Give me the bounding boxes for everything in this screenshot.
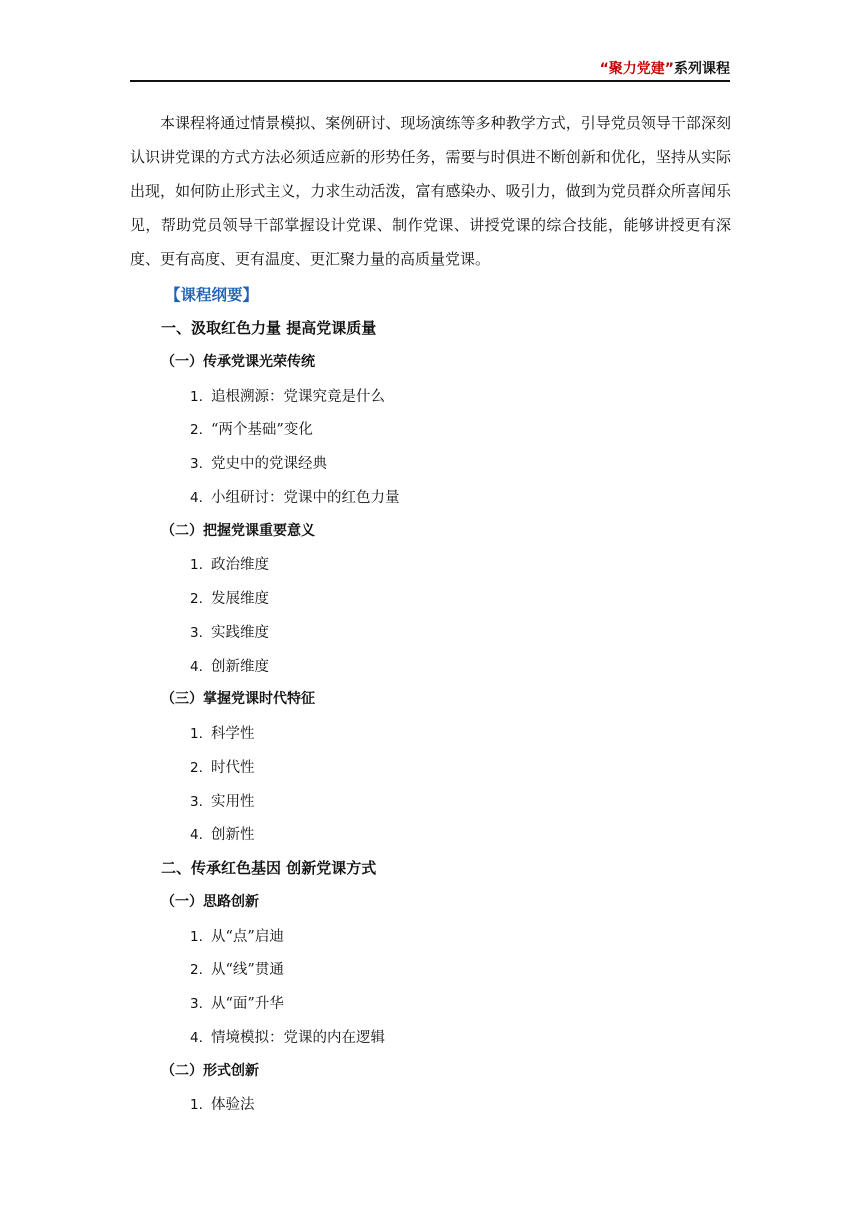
item-number: 1. xyxy=(190,557,203,574)
item-number: 3. xyxy=(190,456,203,472)
item-text: 发展维度 xyxy=(211,591,269,607)
item-number: 3. xyxy=(190,624,203,641)
section-heading: 二、传承红色基因 创新党课方式 xyxy=(161,859,377,877)
outline-item xyxy=(190,1093,255,1114)
outline-item xyxy=(190,452,327,473)
item-number: 3. xyxy=(190,793,203,810)
outline-item xyxy=(190,486,400,507)
outline-item xyxy=(190,553,269,574)
item-number: 1. xyxy=(190,726,203,742)
subsection-heading: （二）把握党课重要意义 xyxy=(161,522,315,539)
item-text: 小组研讨：党课中的红色力量 xyxy=(211,489,400,506)
outline-item xyxy=(190,823,255,844)
outline-item xyxy=(190,655,269,676)
item-number: 2. xyxy=(190,962,203,979)
item-text: 政治维度 xyxy=(211,557,269,574)
item-number: 2. xyxy=(190,422,203,439)
subsection-heading: （一）传承党课光荣传统 xyxy=(161,353,315,370)
item-number: 1. xyxy=(190,388,203,405)
item-text: 从“线”贯通 xyxy=(211,962,284,979)
outline-item xyxy=(190,925,284,946)
item-text: 创新维度 xyxy=(211,658,269,675)
outline-item xyxy=(190,385,385,406)
outline-title: 【课程纲要】 xyxy=(165,286,259,304)
item-text: “两个基础”变化 xyxy=(211,422,313,439)
item-number: 2. xyxy=(190,591,203,607)
item-text: 党史中的党课经典 xyxy=(211,456,327,472)
item-text: 实践维度 xyxy=(211,624,269,641)
intro-paragraph: 本课程将通过情景模拟、案例研讨、现场演练等多种教学方式，引导党员领导干部深刻认识讲党课的方式方法必须适应新的形势任务，需要与时俱进不断创新和优化，坚持从实际出现，如何防止形式主义，力求生动活泼，富有感染办、吸引力，做到为党员群众所喜闻乐见，帮助党员领导干部掌握设计党课、制作党课、讲授党课的综合技能，能够讲授更有深度、更有高度、更有温度、更汇聚力量的高质量党课。 xyxy=(130,114,731,268)
item-text: 时代性 xyxy=(211,759,255,776)
header-series-name: “聚力党建” xyxy=(599,61,674,77)
item-text: 科学性 xyxy=(211,726,255,742)
outline-item xyxy=(190,722,255,743)
item-number: 4. xyxy=(190,489,203,506)
item-number: 1. xyxy=(190,1097,203,1114)
outline-item xyxy=(190,756,255,777)
item-text: 从“面”升华 xyxy=(211,996,284,1012)
item-number: 4. xyxy=(190,827,203,844)
item-text: 实用性 xyxy=(211,793,255,810)
outline-item xyxy=(190,790,255,811)
item-text: 从“点”启迪 xyxy=(211,928,284,945)
item-text: 创新性 xyxy=(211,827,255,844)
item-number: 2. xyxy=(190,759,203,776)
outline-item xyxy=(190,1026,385,1047)
outline-item xyxy=(190,587,269,608)
running-header xyxy=(130,58,730,82)
item-text: 追根溯源：党课究竟是什么 xyxy=(211,388,385,405)
subsection-heading: （一）思路创新 xyxy=(161,893,259,910)
header-label: 系列课程 xyxy=(674,61,730,77)
outline-item xyxy=(190,621,269,642)
subsection-heading: （三）掌握党课时代特征 xyxy=(161,691,315,708)
item-number: 1. xyxy=(190,928,203,945)
item-text: 体验法 xyxy=(211,1097,255,1114)
outline-item xyxy=(190,418,313,439)
item-number: 4. xyxy=(190,658,203,675)
item-number: 3. xyxy=(190,996,203,1012)
item-number: 4. xyxy=(190,1029,203,1046)
section-heading: 一、汲取红色力量 提高党课质量 xyxy=(161,319,377,337)
subsection-heading: （二）形式创新 xyxy=(161,1062,259,1079)
item-text: 情境模拟：党课的内在逻辑 xyxy=(211,1029,385,1046)
outline-item xyxy=(190,958,284,979)
outline-item xyxy=(190,992,284,1013)
